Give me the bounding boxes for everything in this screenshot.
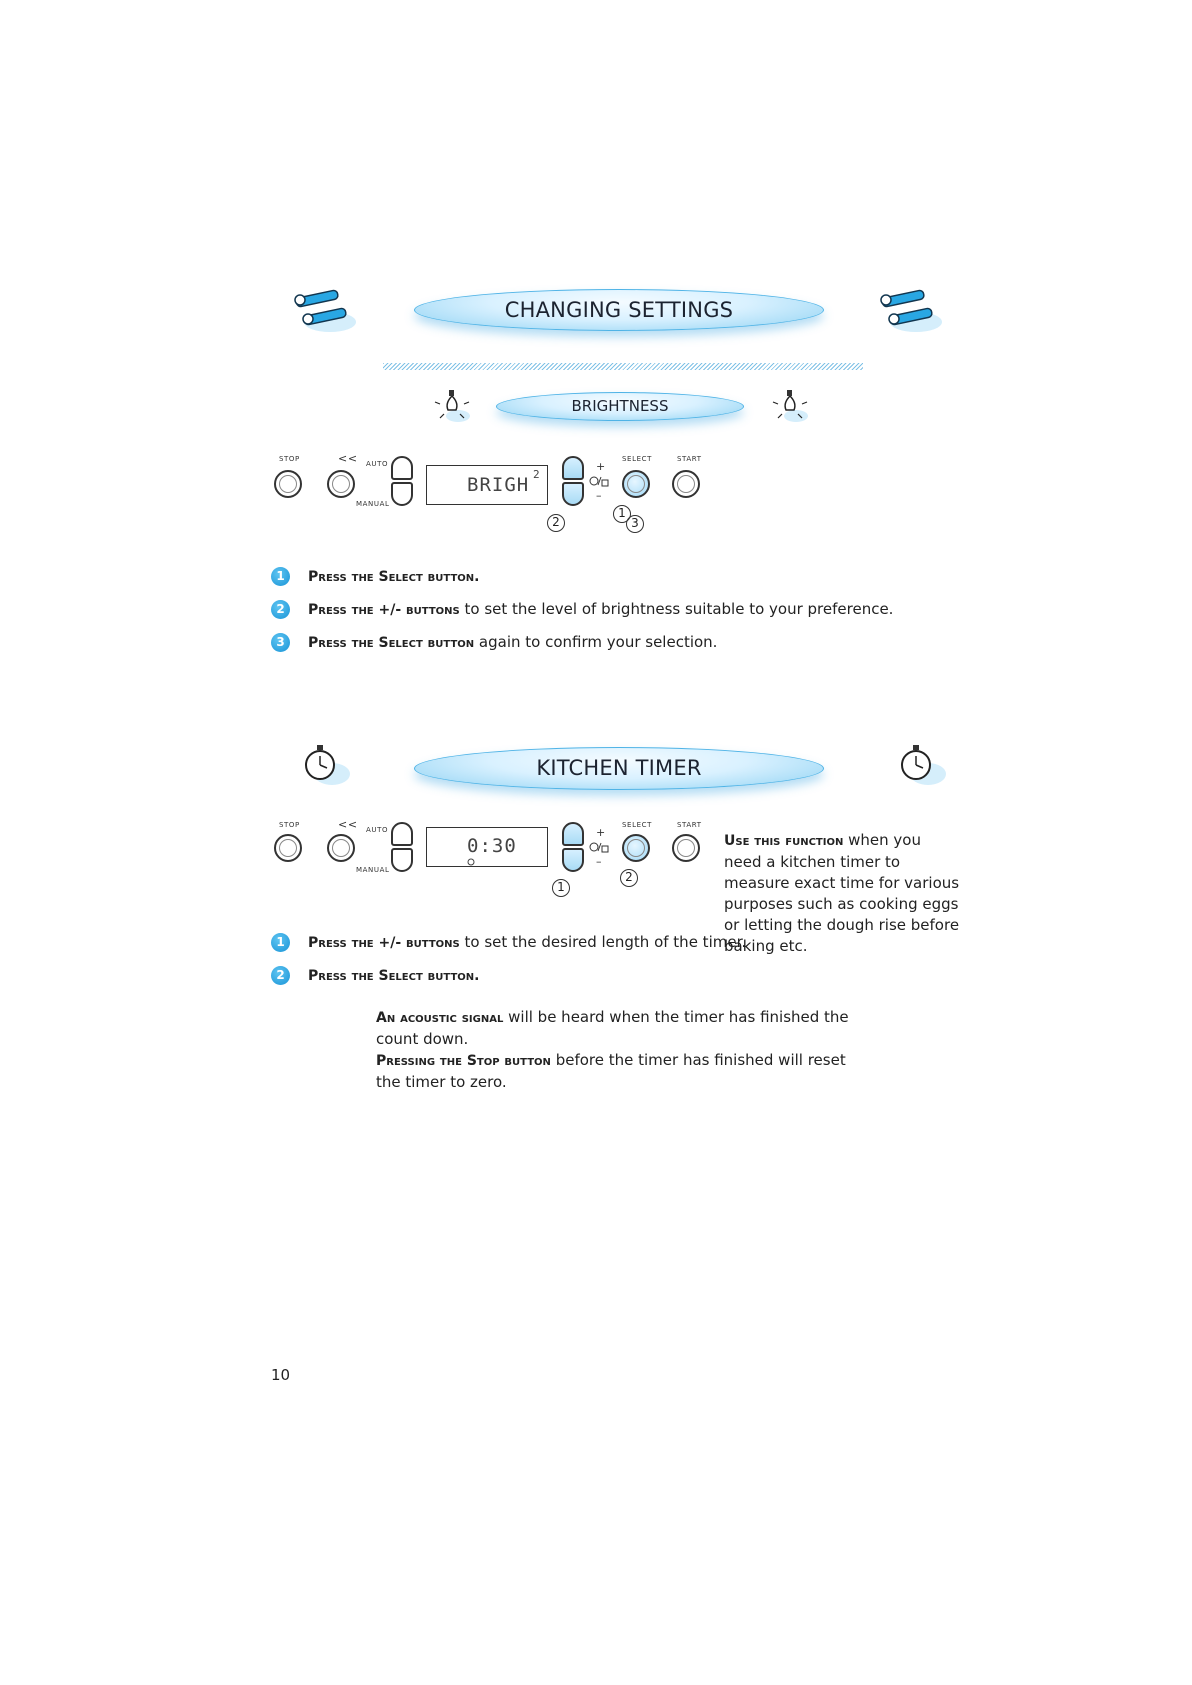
brightness-title-pill xyxy=(496,392,744,421)
lightbulb-icon xyxy=(770,386,810,426)
start-label: START xyxy=(677,821,702,829)
back-button[interactable] xyxy=(327,470,355,498)
minus-button[interactable] xyxy=(562,848,584,872)
stopwatch-icon xyxy=(896,740,950,792)
step-emphasis: Press the Select button xyxy=(308,635,475,651)
settings-title-pill xyxy=(414,289,824,331)
timer-step-2 xyxy=(308,966,479,984)
page-number: 10 xyxy=(271,1366,291,1384)
display-text: 0:30 xyxy=(467,835,517,857)
auto-label: AUTO xyxy=(366,826,389,834)
step-bullet: 3 xyxy=(271,633,290,652)
auto-label: AUTO xyxy=(366,460,389,468)
wrench-icon xyxy=(290,284,360,340)
brightness-step-3 xyxy=(308,633,717,651)
timer-note-1 xyxy=(376,1007,856,1050)
callout-2: 2 xyxy=(620,869,638,887)
timer-note-2 xyxy=(376,1050,856,1093)
minus-label: – xyxy=(596,489,602,502)
step-bullet: 1 xyxy=(271,567,290,586)
plus-button[interactable] xyxy=(562,822,584,846)
select-label: SELECT xyxy=(622,821,652,829)
step-emphasis: Press the +/- buttons xyxy=(308,935,460,951)
note-text: before the timer has finished will reset the timer to zero. xyxy=(376,1051,846,1091)
back-label: << xyxy=(338,818,358,831)
manual-label: MANUAL xyxy=(356,866,390,874)
manual-button[interactable] xyxy=(391,482,413,506)
display-level: 2 xyxy=(533,468,540,481)
auto-button[interactable] xyxy=(391,822,413,846)
step-bullet: 1 xyxy=(271,933,290,952)
note-text: will be heard when the timer has finished the count down. xyxy=(376,1008,849,1048)
timer-lock-icon xyxy=(589,841,609,853)
stop-label: STOP xyxy=(279,821,300,829)
timer-indicator-icon xyxy=(467,858,475,866)
manual-button[interactable] xyxy=(391,848,413,872)
step-emphasis: Press the Select button. xyxy=(308,569,480,585)
select-button[interactable] xyxy=(622,834,650,862)
callout-3: 3 xyxy=(626,515,644,533)
callout-1: 1 xyxy=(552,879,570,897)
lcd-display xyxy=(426,465,548,505)
select-label: SELECT xyxy=(622,455,652,463)
brightness-step-2 xyxy=(308,600,893,618)
back-label: << xyxy=(338,452,358,465)
start-label: START xyxy=(677,455,702,463)
settings-title: CHANGING SETTINGS xyxy=(504,298,734,322)
step-text: again to confirm your selection. xyxy=(474,633,718,651)
brightness-title: BRIGHTNESS xyxy=(571,397,669,415)
note-emphasis: Use this function xyxy=(724,833,844,849)
hatched-divider xyxy=(383,363,863,370)
lightbulb-icon xyxy=(432,386,472,426)
timer-side-note xyxy=(724,830,960,957)
callout-1: 1 xyxy=(613,505,631,523)
auto-button[interactable] xyxy=(391,456,413,480)
back-button[interactable] xyxy=(327,834,355,862)
display-text: BRIGH xyxy=(467,474,530,496)
plus-label: + xyxy=(596,460,606,473)
step-text: to set the desired length of the timer. xyxy=(459,933,747,951)
plus-button[interactable] xyxy=(562,456,584,480)
timer-lock-icon xyxy=(589,475,609,487)
plus-label: + xyxy=(596,826,606,839)
stop-button[interactable] xyxy=(274,470,302,498)
stop-button[interactable] xyxy=(274,834,302,862)
brightness-step-1 xyxy=(308,567,479,585)
step-bullet: 2 xyxy=(271,966,290,985)
note-emphasis: An acoustic signal xyxy=(376,1010,504,1026)
timer-title-pill xyxy=(414,747,824,790)
note-text: when you need a kitchen timer to measure exact time for various purposes such as cooking eggs or letting the dough rise before baking etc. xyxy=(724,831,960,955)
stopwatch-icon xyxy=(300,740,354,792)
step-emphasis: Press the +/- buttons xyxy=(308,602,460,618)
timer-title: KITCHEN TIMER xyxy=(536,756,702,780)
minus-button[interactable] xyxy=(562,482,584,506)
select-button[interactable] xyxy=(622,470,650,498)
callout-2: 2 xyxy=(547,514,565,532)
step-text: to set the level of brightness suitable to your preference. xyxy=(459,600,894,618)
wrench-icon xyxy=(876,284,946,340)
start-button[interactable] xyxy=(672,470,700,498)
step-bullet: 2 xyxy=(271,600,290,619)
step-emphasis: Press the Select button. xyxy=(308,968,480,984)
minus-label: – xyxy=(596,855,602,868)
timer-step-1 xyxy=(308,933,746,951)
note-emphasis: Pressing the Stop button xyxy=(376,1053,551,1069)
start-button[interactable] xyxy=(672,834,700,862)
manual-label: MANUAL xyxy=(356,500,390,508)
stop-label: STOP xyxy=(279,455,300,463)
lcd-display xyxy=(426,827,548,867)
